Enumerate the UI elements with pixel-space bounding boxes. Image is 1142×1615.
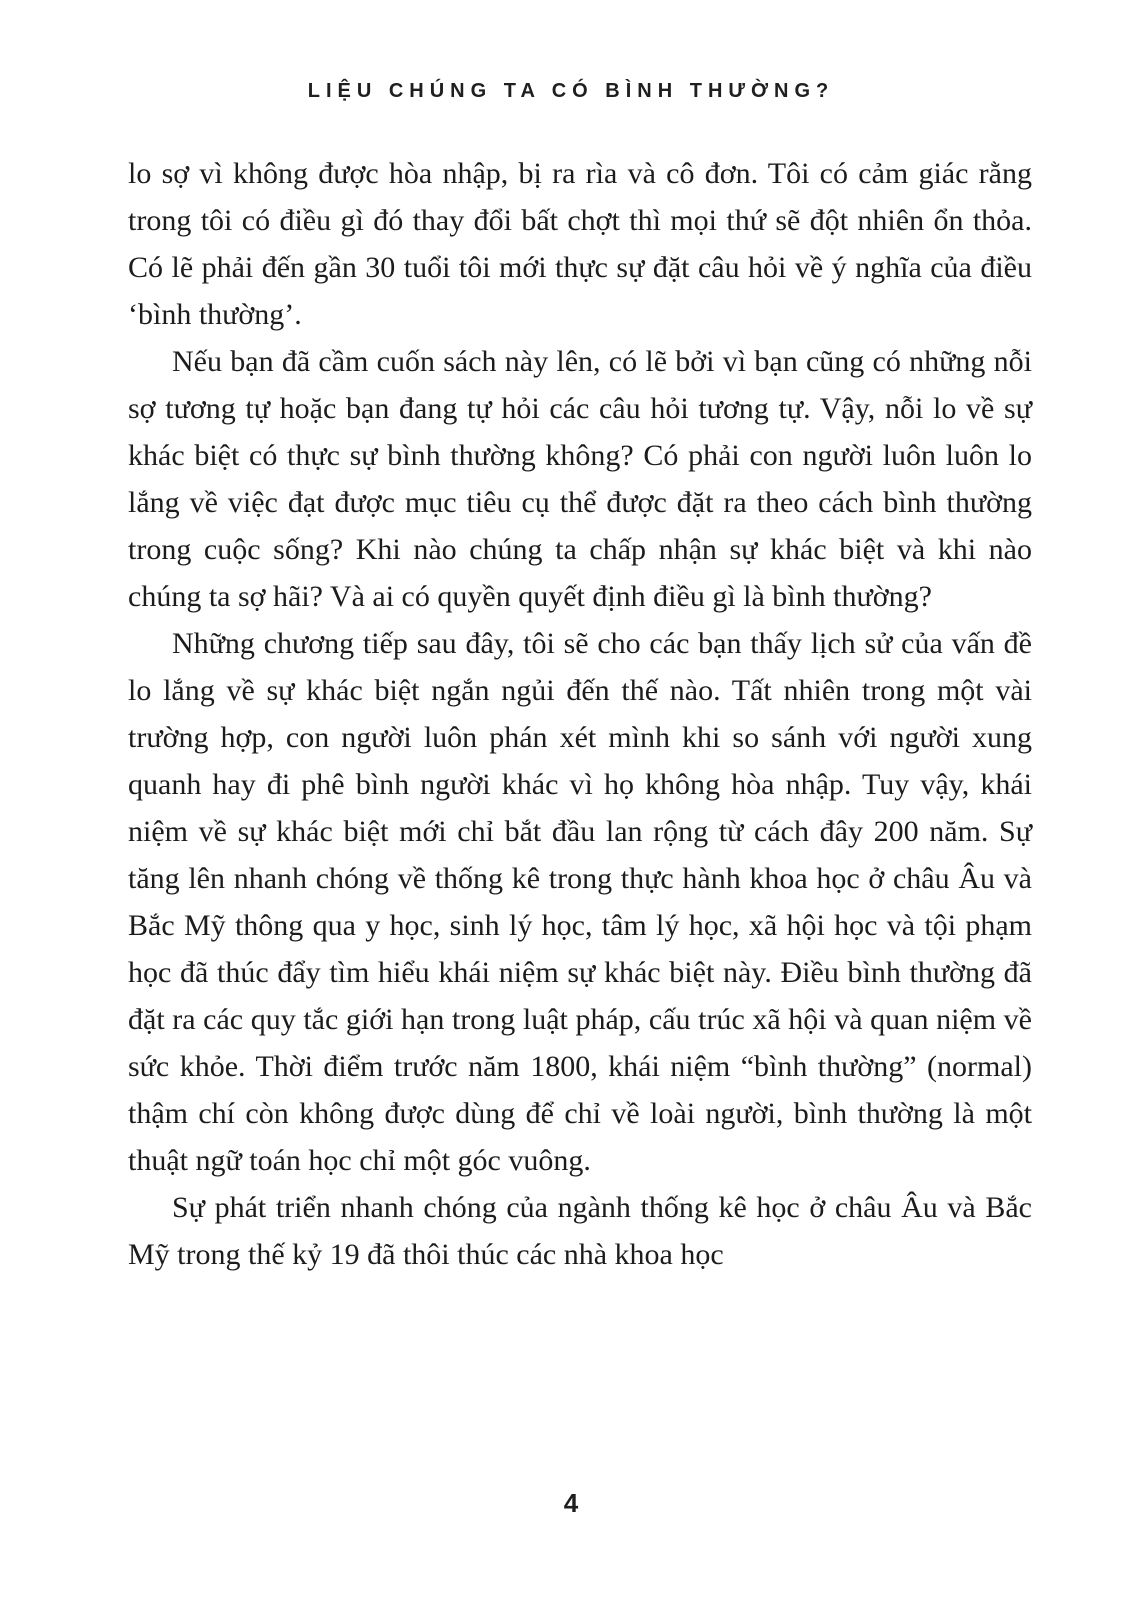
body-paragraph: Nếu bạn đã cầm cuốn sách này lên, có lẽ bởi vì bạn cũng có những nỗi sợ tương tự hoặc bạn đang tự hỏi các câu hỏi tương tự. Vậy, nỗi lo về sự khác biệt có thực sự bình thường không? Có phải con người luôn luôn lo lắng về việc đạt được mục tiêu cụ thể được đặt ra theo cách bình thường trong cuộc sống? Khi nào chúng ta chấp nhận sự khác biệt và khi nào chúng ta sợ hãi? Và ai có quyền quyết định điều gì là bình thường? [128, 345, 1032, 613]
body-paragraph: Sự phát triển nhanh chóng của ngành thống kê học ở châu Âu và Bắc Mỹ trong thế kỷ 19 đã thôi thúc các nhà khoa học [128, 1191, 1032, 1271]
page-body [128, 150, 1032, 1278]
running-header: LIỆU CHÚNG TA CÓ BÌNH THƯỜNG? [307, 80, 835, 102]
body-paragraph: lo sợ vì không được hòa nhập, bị ra rìa và cô đơn. Tôi có cảm giác rằng trong tôi có điều gì đó thay đổi bất chợt thì mọi thứ sẽ đột nhiên ổn thỏa. Có lẽ phải đến gần 30 tuổi tôi mới thực sự đặt câu hỏi về ý nghĩa của điều ‘bình thường’. [128, 157, 1032, 331]
page-number: 4 [563, 1488, 579, 1518]
body-paragraph: Những chương tiếp sau đây, tôi sẽ cho các bạn thấy lịch sử của vấn đề lo lắng về sự khác biệt ngắn ngủi đến thế nào. Tất nhiên trong một vài trường hợp, con người luôn phán xét mình khi so sánh với người xung quanh hay đi phê bình người khác vì họ không hòa nhập. Tuy vậy, khái niệm về sự khác biệt mới chỉ bắt đầu lan rộng từ cách đây 200 năm. Sự tăng lên nhanh chóng về thống kê trong thực hành khoa học ở châu Âu và Bắc Mỹ thông qua y học, sinh lý học, tâm lý học, xã hội học và tội phạm học đã thúc đẩy tìm hiểu khái niệm sự khác biệt này. Điều bình thường đã đặt ra các quy tắc giới hạn trong luật pháp, cấu trúc xã hội và quan niệm về sức khỏe. Thời điểm trước năm 1800, khái niệm “bình thường” (normal) thậm chí còn không được dùng để chỉ về loài người, bình thường là một thuật ngữ toán học chỉ một góc vuông. [128, 627, 1032, 1177]
